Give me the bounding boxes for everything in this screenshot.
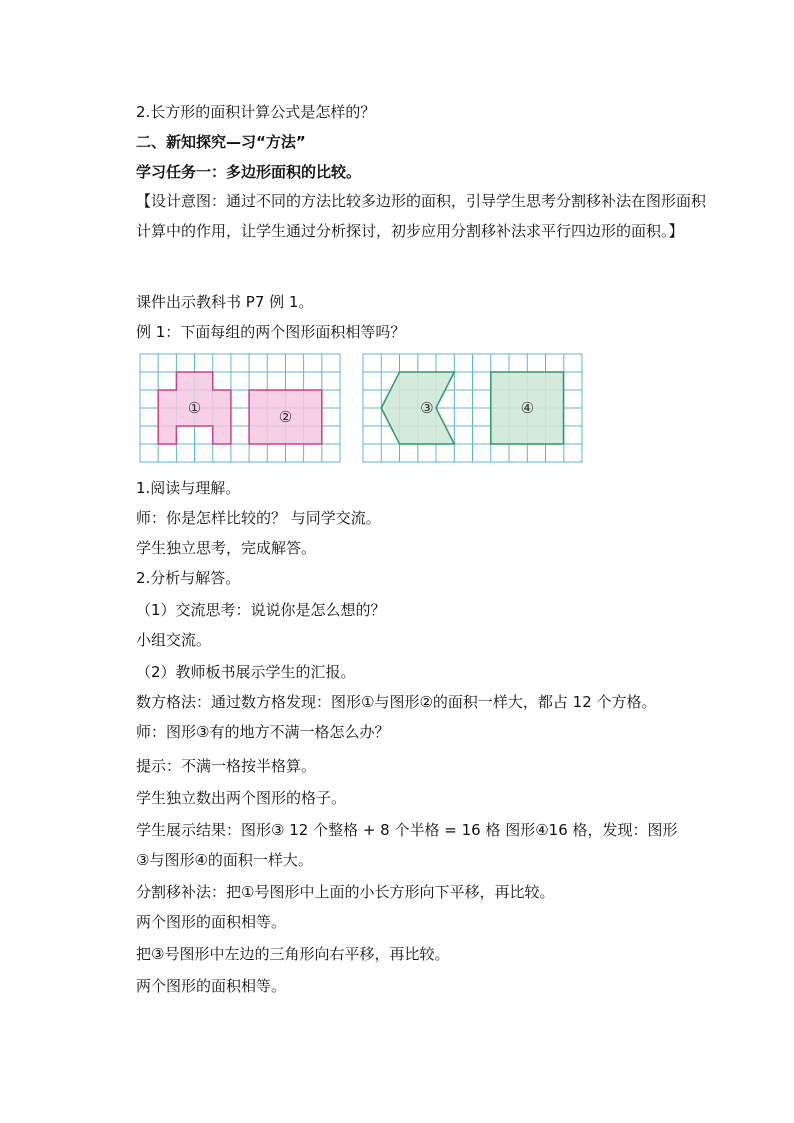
student-count-squares: 学生独立数出两个图形的格子。 (136, 789, 347, 807)
student-independent-think: 学生独立思考，完成解答。 (136, 539, 317, 557)
shape-1-label: ① (187, 399, 202, 417)
student-result-line-2: ③与图形④的面积一样大。 (136, 851, 313, 869)
section-heading: 二、新知探究—习“方法” (136, 133, 306, 151)
count-squares-method: 数方格法：通过数方格发现：图形①与图形②的面积一样大，都占 12 个方格。 (136, 693, 657, 711)
cut-move-method: 分割移补法：把①号图形中上面的小长方形向下平移，再比较。 (136, 883, 555, 901)
sub-step-board: （2）教师板书展示学生的汇报。 (136, 663, 356, 681)
group-discussion: 小组交流。 (136, 631, 212, 649)
student-result-line-1: 学生展示结果：图形③ 12 个整格 + 8 个半格 = 16 格 图形④16 格，发现：图形 (136, 821, 678, 839)
left-grid (140, 354, 340, 462)
task-heading: 学习任务一：多边形面积的比较。 (136, 163, 362, 181)
grid-figure-svg (136, 352, 586, 464)
example-question: 例 1：下面每组的两个图形面积相等吗？ (136, 323, 406, 341)
conclusion-equal-2: 两个图形的面积相等。 (136, 977, 287, 995)
step-read-understand: 1.阅读与理解。 (136, 479, 241, 497)
conclusion-equal-1: 两个图形的面积相等。 (136, 913, 287, 931)
design-intent-paragraph: 【设计意图：通过不同的方法比较多边形的面积，引导学生思考分割移补法在图形面积计算中的作用，让学生通过分析探讨，初步应用分割移补法求平行四边形的面积。】 (136, 192, 707, 240)
shape-3-label: ③ (420, 399, 434, 417)
right-grid (363, 354, 582, 462)
step-analyze-answer: 2.分析与解答。 (136, 569, 241, 587)
hint-half-square: 提示：不满一格按半格算。 (136, 757, 317, 775)
shape-4-label: ④ (520, 399, 535, 417)
teacher-question-partial: 师：图形③有的地方不满一格怎么办？ (136, 723, 390, 741)
teacher-question-compare: 师：你是怎样比较的？ 与同学交流。 (136, 509, 381, 527)
move-triangle-step: 把③号图形中左边的三角形向右平移，再比较。 (136, 945, 450, 963)
grid-figure (136, 352, 586, 464)
sub-step-discuss: （1）交流思考：说说你是怎么想的？ (136, 601, 386, 619)
shape-2-label: ② (278, 408, 293, 426)
question-rectangle-formula: 2.长方形的面积计算公式是怎样的？ (136, 103, 376, 121)
courseware-line: 课件出示教科书 P7 例 1。 (136, 293, 314, 311)
